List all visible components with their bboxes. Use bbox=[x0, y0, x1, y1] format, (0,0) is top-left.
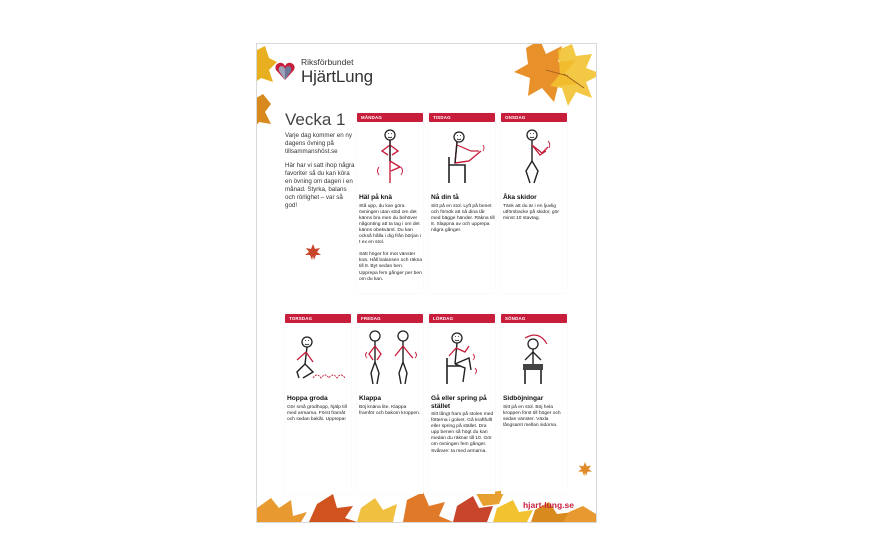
exercise-title: Sidböjningar bbox=[503, 395, 544, 402]
reach-toe-icon bbox=[429, 124, 495, 190]
org-name: HjärtLung bbox=[301, 66, 373, 86]
maple-leaf-bottom-right-icon bbox=[578, 462, 592, 476]
run-in-place-icon bbox=[429, 325, 495, 391]
exercise-card-tuesday bbox=[429, 113, 495, 293]
exercise-description: Gör små grodhopp, hjälp till med armarna. Först framåt och sedan bakåt. Upprepa! bbox=[287, 404, 347, 422]
exercise-card-thursday bbox=[285, 314, 351, 494]
day-badge: FREDAG bbox=[357, 314, 423, 323]
logo[interactable] bbox=[275, 58, 373, 85]
exercise-card-wednesday bbox=[501, 113, 567, 293]
exercise-card-friday bbox=[357, 314, 423, 494]
day-badge: TORSDAG bbox=[285, 314, 351, 323]
clap-icon bbox=[357, 325, 423, 391]
intro-paragraph-1: Varje dag kommer en ny dagens övning på tillsammanshöst.se bbox=[285, 132, 352, 155]
exercise-description: Sitt på en stol. Lyft på benet och försök att nå dina tår med bägge händer. Räkna till 8. Slappna av och upprepa några gånger. bbox=[431, 203, 495, 233]
exercise-title: Åka skidor bbox=[503, 194, 537, 201]
frog-jump-icon bbox=[285, 325, 351, 391]
exercise-card-sunday bbox=[501, 314, 567, 494]
exercise-description: Böj knäna lite. Klappa framför och bakom kroppen. bbox=[359, 404, 421, 416]
autumn-leaves-top-right bbox=[506, 43, 597, 110]
heart-lung-logo-icon bbox=[275, 61, 295, 81]
exercise-description: Stå upp, du kan göra övningen utan stöd om det känns bra men du behöver någonting att ta tag i om det känns obekvämt. Du kan också hålla i dig från början i t ex en stol. Sätt höger fot mot vänster knä. Håll balansen och räkna till 8. Byt sedan ben. Upprepa fem gånger per ben om du kan. bbox=[359, 203, 423, 282]
exercise-description: Tänk att du är i en ljuvlig utförsbacke på skidor, gör minst 10 stavtag. bbox=[503, 203, 560, 221]
exercise-title: Hoppa groda bbox=[287, 395, 328, 402]
day-badge: TISDAG bbox=[429, 113, 495, 122]
exercise-title: Nå din tå bbox=[431, 194, 459, 201]
exercise-card-saturday bbox=[429, 314, 495, 494]
exercise-card-monday bbox=[357, 113, 423, 293]
intro-text bbox=[285, 132, 355, 216]
side-bend-icon bbox=[501, 325, 567, 391]
heel-on-knee-icon bbox=[357, 124, 423, 190]
website-link[interactable]: hjart-lung.se bbox=[522, 500, 574, 510]
poster-page bbox=[256, 43, 597, 523]
exercise-title: Gå eller spring på stället bbox=[431, 395, 487, 410]
intro-paragraph-2: Här har vi satt ihop några favoriter så du kan köra en övning om dagen i en månad. Styrka, balans och rörlighet – var så god! bbox=[285, 162, 355, 209]
skiing-icon bbox=[501, 124, 567, 190]
exercise-title: Klappa bbox=[359, 395, 381, 402]
week-title: Vecka 1 bbox=[285, 110, 346, 129]
day-badge: MÅNDAG bbox=[357, 113, 423, 122]
day-badge: LÖRDAG bbox=[429, 314, 495, 323]
small-maple-leaf-icon bbox=[305, 244, 321, 260]
exercise-title: Häl på knä bbox=[359, 194, 392, 201]
exercise-description: Sitt på en stol. Böj hela kroppen först till höger och sedan vänster. Växla långsamt mellan sidorna. bbox=[503, 404, 561, 428]
day-badge: SÖNDAG bbox=[501, 314, 567, 323]
day-badge: ONSDAG bbox=[501, 113, 567, 122]
exercise-description: Sitt långt fram på stolen med fötterna i golvet. Gå kraftfullt eller spring på stället. Dra upp benen så högt du kan medan du räknar till 10. Gör om övningen fem gånger. Svårare: ta med armarna. bbox=[431, 412, 494, 454]
org-small-name: Riksförbundet bbox=[301, 57, 354, 67]
